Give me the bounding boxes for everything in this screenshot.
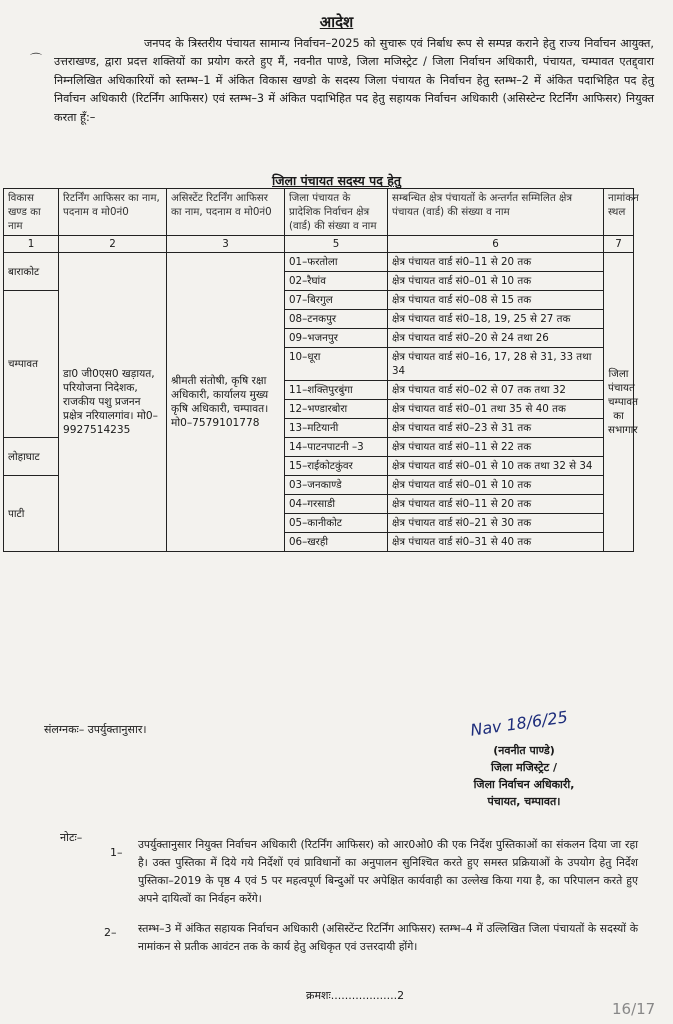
kp-cell: क्षेत्र पंचायत वार्ड सं0–11 से 20 तक [388, 495, 604, 514]
note-text: उपर्युक्तानुसार नियुक्त निर्वाचन अधिकारी (रिटर्निंग आफिसर) को आर0ओ0 की एक निर्देश पुस्तिकाओं का संकलन दिया जा रहा है। उक्त पुस्तिका में दिये गये निर्देशों एवं प्रावि​धानों का अनुपालन सुनिश्चित करते हुए समस्त प्रक्रियाओं के उपयोग हेतु निर्देश पुस्तिका–2019 के पृष्ठ 4 एवं 5 पर महत्वपूर्ण बिन्दुओं पर अपेक्षित कार्यवाही का उल्लेख किया गया है, का परिपालन करते हुए अपने दायित्वों का निर्वहन करेंगे। [138, 838, 638, 905]
block-name: बाराकोट [4, 253, 59, 291]
col-number: 6 [388, 236, 604, 253]
page-title: आदेश [319, 13, 354, 31]
table-header-row [4, 189, 634, 236]
ward-cell: 07–बिरगुल [285, 291, 388, 310]
ward-cell: 06–खरही [285, 533, 388, 552]
header-returning-officer: रिटर्निंग आफिसर का नाम, पदनाम व मो0नं0 [59, 189, 167, 236]
ward-cell: 11–शक्तिपुरबुंगा [285, 381, 388, 400]
kp-cell: क्षेत्र पंचायत वार्ड सं0–11 से 20 तक [388, 253, 604, 272]
kp-cell: क्षेत्र पंचायत वार्ड सं0–11 से 22 तक [388, 438, 604, 457]
ward-cell: 01–फरतोला [285, 253, 388, 272]
kp-cell: क्षेत्र पंचायत वार्ड सं0–01 तथा 35 से 40 तक [388, 400, 604, 419]
ward-cell: 02–रैघांव [285, 272, 388, 291]
ward-cell: 03–जनकाण्डे [285, 476, 388, 495]
header-ward: जिला पंचायत के प्रादेशिक निर्वाचन क्षेत्र (वार्ड) की संख्या व नाम [285, 189, 388, 236]
assistant-officer-cell: श्रीमती संतोषी, कृषि रक्षा अधिकारी, कार्यालय मुख्य कृषि अधिकारी, चम्पावत। मो0–7579101778 [167, 253, 285, 552]
table-heading: जिला पंचायत सदस्य पद हेतु [272, 173, 401, 188]
col-number: 5 [285, 236, 388, 253]
continuation-marker: क्रमशः...................2 [306, 989, 405, 1002]
ward-cell: 04–गरसाडी [285, 495, 388, 514]
block-name: चम्पावत [4, 291, 59, 438]
column-number-row [4, 236, 634, 253]
ward-cell: 12–भण्डारबोरा [285, 400, 388, 419]
kp-cell: क्षेत्र पंचायत वार्ड सं0–01 से 10 तक [388, 476, 604, 495]
header-kp-wards: सम्बन्धित क्षेत्र पंचायतों के अन्तर्गत सम्मिलित क्षेत्र पंचायत (वार्ड) की संख्या व नाम [388, 189, 604, 236]
kp-cell: क्षेत्र पंचायत वार्ड सं0–08 से 15 तक [388, 291, 604, 310]
kp-cell: क्षेत्र पंचायत वार्ड सं0–02 से 07 तक तथा 32 [388, 381, 604, 400]
officer-table [3, 188, 639, 552]
kp-cell: क्षेत्र पंचायत वार्ड सं0–21 से 30 तक [388, 514, 604, 533]
kp-cell: क्षेत्र पंचायत वार्ड सं0–23 से 31 तक [388, 419, 604, 438]
col-number: 1 [4, 236, 59, 253]
kp-cell: क्षेत्र पंचायत वार्ड सं0–31 से 40 तक [388, 533, 604, 552]
attachment-line: संलग्नकः– उपर्युक्तानुसार। [44, 723, 147, 736]
page-number: 16/17 [612, 1000, 656, 1018]
handwritten-signature: Nav 18/6/25 [469, 707, 569, 740]
returning-officer-cell: डा0 जी0एस0 खड़ायत, परियोजना निदेशक, राजकीय पशु प्रजनन प्रक्षेत्र नरियालगांव। मो0–9927514235 [59, 253, 167, 552]
note-text: स्तम्भ–3 में अंकित सहायक निर्वाचन अधिकारी (असिस्टेंन्ट रिटर्निंग आफिसर) स्तम्भ–4 में उल्लिखित जिला पंचायतों के सदस्यों के नामांकन से प्रतीक आवंटन तक के कार्य हेतु अधिकृत एवं उत्तरदायी होंगे। [138, 922, 638, 953]
kp-cell: क्षेत्र पंचायत वार्ड सं0–16, 17, 28 से 31, 33 तथा 34 [388, 348, 604, 381]
header-nomination-place: नामांकन स्थल [604, 189, 634, 236]
header-assistant-officer: असिस्टेंट रिटर्निंग आफिसर का नाम, पदनाम व मो0नं0 [167, 189, 285, 236]
signatory-designation: जिला निर्वाचन अधिकारी, [473, 778, 575, 791]
intro-paragraph: जनपद के त्रिस्तरीय पंचायत सामान्य निर्वाचन–2025 को सुचारू एवं निर्बाध रूप से सम्पन्न कराने हेतु राज्य निर्वाचन आयुक्त, उत्तराखण्ड, द्वारा प्रदत्त शक्तियों का प्रयोग करते हुए मैं, नवनीत पाण्डे, जिला मजिस्ट्रेट / जिला निर्वाचन अधिकारी, पंचायत, चम्पावत एतद्द्वारा निम्नलिखित अधिकारियों को स्तम्भ–1 में अंकित विकास खण्डो के सदस्य जिला पंचायत के निर्वाचन हेतु स्तम्भ–2 में अंकित पदाभिहित पद हेतु निर्वाचन अधिकारी (रिटर्निंग आफिसर) एवं स्तम्भ–3 में अंकित पदाभिहित पद हेतु सहायक निर्वाचन अधिकारी (असिस्टेन्ट रिटर्निंग आफिसर) नियुक्त करता हूँ:– [54, 37, 654, 124]
notes-label: नोटः– [60, 831, 83, 844]
ward-cell: 14–पाटनपाटनी –3 [285, 438, 388, 457]
block-name: लोहाघाट [4, 438, 59, 476]
table-row [4, 253, 634, 272]
col-number: 7 [604, 236, 634, 253]
note-number: 1– [110, 846, 123, 859]
block-name: पाटी [4, 476, 59, 552]
header-block: विकास खण्ड का नाम [4, 189, 59, 236]
note-number: 2– [104, 926, 117, 939]
kp-cell: क्षेत्र पंचायत वार्ड सं0–20 से 24 तथा 26 [388, 329, 604, 348]
ward-cell: 08–टनकपुर [285, 310, 388, 329]
margin-mark: ⌒ [30, 52, 43, 66]
signature-block [424, 742, 624, 810]
ward-cell: 09–भजनपुर [285, 329, 388, 348]
ward-cell: 15–राईकोटकुंवर [285, 457, 388, 476]
ward-cell: 10–धूरा [285, 348, 388, 381]
col-number: 2 [59, 236, 167, 253]
nomination-place-cell: जिला पंचायत चम्पावत का सभागार [604, 253, 634, 552]
ward-cell: 13–मटियानी [285, 419, 388, 438]
signatory-name: (नवनीत पाण्डे) [493, 744, 555, 757]
kp-cell: क्षेत्र पंचायत वार्ड सं0–01 से 10 तक [388, 272, 604, 291]
signatory-designation: पंचायत, चम्पावत। [487, 795, 561, 808]
kp-cell: क्षेत्र पंचायत वार्ड सं0–18, 19, 25 से 27 तक [388, 310, 604, 329]
ward-cell: 05–कानीकोट [285, 514, 388, 533]
kp-cell: क्षेत्र पंचायत वार्ड सं0–01 से 10 तक तथा 32 से 34 [388, 457, 604, 476]
signatory-designation: जिला मजिस्ट्रेट / [491, 761, 557, 774]
col-number: 3 [167, 236, 285, 253]
